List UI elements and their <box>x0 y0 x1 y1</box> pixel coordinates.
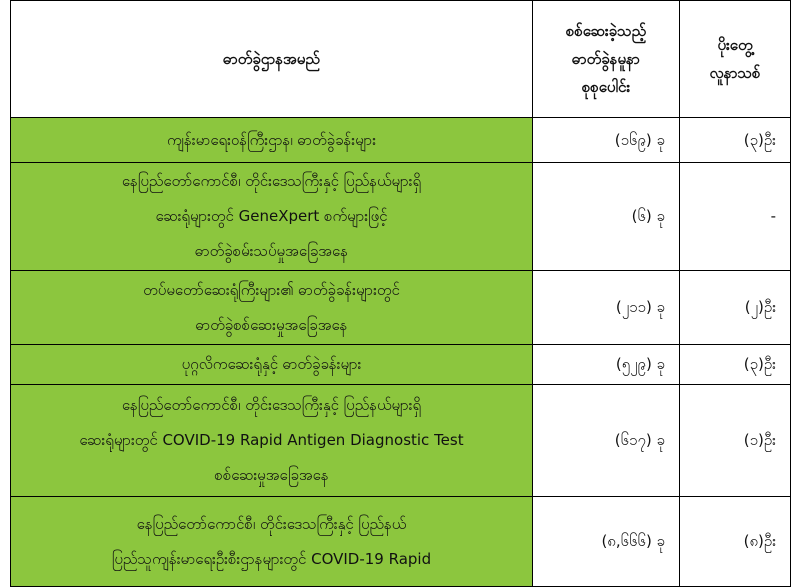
cases-cell: (၈)ဦး <box>680 497 791 587</box>
samples-cell: (၈,၆၆၆) ခု <box>533 497 680 587</box>
cases-cell: (၂)ဦး <box>680 271 791 345</box>
samples-cell: (၅၂၉) ခု <box>533 345 680 385</box>
cases-cell: (၃)ဦး <box>680 345 791 385</box>
lab-name-cell: ကျန်းမာရေးဝန်ကြီးဌာန၊ ဓာတ်ခွဲခန်းများ <box>11 118 533 163</box>
lab-name-cell: ပုဂ္ဂလိကဆေးရုံနှင့် ဓာတ်ခွဲခန်းများ <box>11 345 533 385</box>
table-header-row <box>11 1 791 118</box>
lab-name-cell: တပ်မတော်ဆေးရုံကြီးများ၏ ဓာတ်ခွဲခန်းများတွင် ဓာတ်ခွဲစစ်ဆေးမှုအခြေအနေ <box>11 271 533 345</box>
header-lab-name: ဓာတ်ခွဲဌာနအမည် <box>11 1 533 118</box>
table-row <box>11 118 791 163</box>
lab-name-cell: နေပြည်တော်ကောင်စီ၊ တိုင်းဒေသကြီးနှင့် ပြည်နယ်များရှိ ဆေးရုံများတွင် COVID-19 Rapid Antigen Diagnostic Test စစ်ဆေးမှုအခြေအနေ <box>11 385 533 497</box>
lab-name-cell: နေပြည်တော်ကောင်စီ၊ တိုင်းဒေသကြီးနှင့် ပြည်နယ် ပြည်သူကျန်းမာရေးဦးစီးဌာနများတွင် COVID-19 Rapid <box>11 497 533 587</box>
lab-testing-table <box>10 0 791 587</box>
samples-cell: (၁၆၉) ခု <box>533 118 680 163</box>
header-total-samples: စစ်ဆေးခဲ့သည့် ဓာတ်ခွဲနမူနာ စုစုပေါင်း <box>533 1 680 118</box>
table-row <box>11 163 791 271</box>
cases-cell: (၁)ဦး <box>680 385 791 497</box>
samples-cell: (၆) ခု <box>533 163 680 271</box>
cases-cell: - <box>680 163 791 271</box>
header-new-cases: ပိုးတွေ့ လူနာသစ် <box>680 1 791 118</box>
table-row <box>11 345 791 385</box>
table-row <box>11 271 791 345</box>
cases-cell: (၃)ဦး <box>680 118 791 163</box>
table-row <box>11 385 791 497</box>
samples-cell: (၂၁၁) ခု <box>533 271 680 345</box>
lab-name-cell: နေပြည်တော်ကောင်စီ၊ တိုင်းဒေသကြီးနှင့် ပြည်နယ်များရှိ ဆေးရုံများတွင် GeneXpert စက်များဖြင့် ဓာတ်ခွဲစမ်းသပ်မှုအခြေအနေ <box>11 163 533 271</box>
table-row <box>11 497 791 587</box>
samples-cell: (၆၁၇) ခု <box>533 385 680 497</box>
